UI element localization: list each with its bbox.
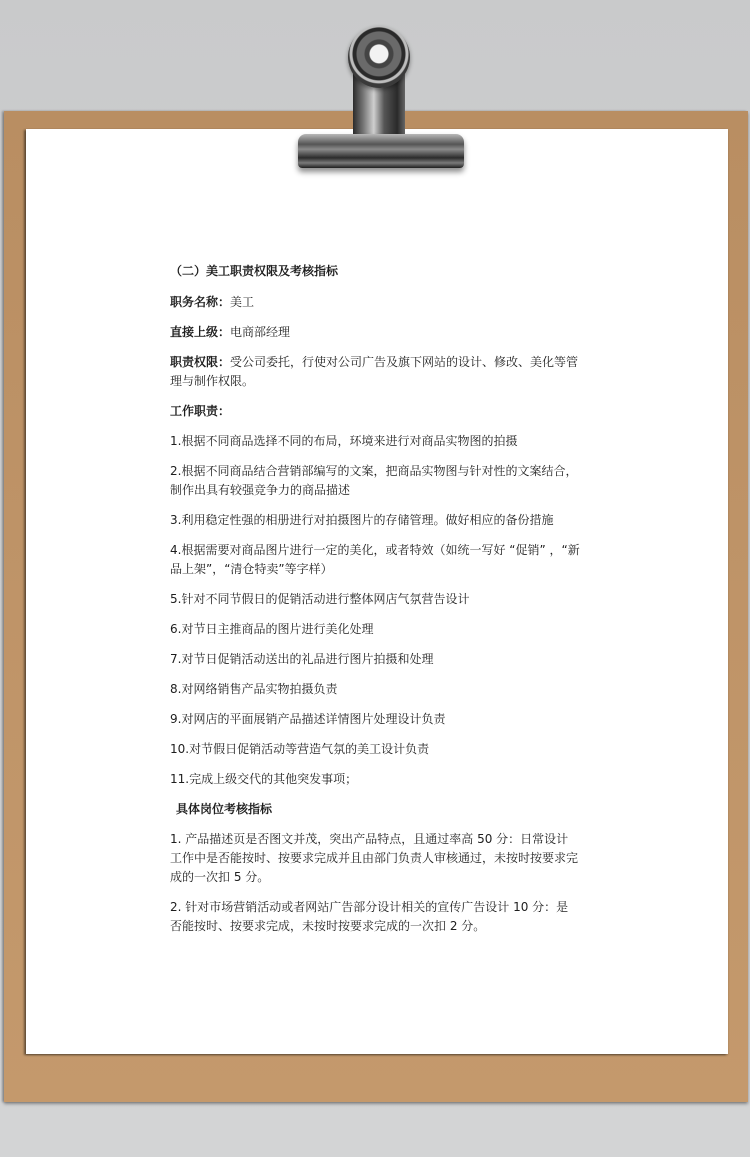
kpi-item: 2. 针对市场营销活动或者网站广告部分设计相关的宣传广告设计 10 分：是否能按时、按要求完成，未按时按要求完成的一次扣 2 分。 (170, 900, 569, 933)
binder-clip-icon (296, 22, 466, 172)
superior-label: 直接上级： (170, 325, 231, 339)
duty-item: 11.完成上级交代的其他突发事项； (170, 772, 358, 786)
duty-item: 3.利用稳定性强的相册进行对拍摄图片的存储管理。做好相应的备份措施 (170, 513, 554, 527)
duties-heading-text: 工作职责： (170, 404, 231, 418)
kpi-item: 1. 产品描述页是否图文并茂，突出产品特点，且通过率高 50 分：日常设计工作中是否能按时、按要求完成并且由部门负责人审核通过，未按时按要求完成的一次扣 5 分。 (170, 832, 579, 884)
document-body (170, 262, 580, 947)
duty-item: 5.针对不同节假日的促销活动进行整体网店气氛营告设计 (170, 592, 470, 606)
job-title-label: 职务名称： (170, 295, 231, 309)
duty-item: 9.对网店的平面展销产品描述详情图片处理设计负责 (170, 712, 446, 726)
clip-jaw (298, 134, 464, 168)
duty-item: 1.根据不同商品选择不同的布局，环境来进行对商品实物图的拍摄 (170, 434, 518, 448)
superior-value: 电商部经理 (230, 325, 291, 339)
duty-item: 8.对网络销售产品实物拍摄负责 (170, 682, 338, 696)
section-title: （二）美工职责权限及考核指标 (170, 264, 339, 278)
duty-item: 10.对节假日促销活动等营造气氛的美工设计负责 (170, 742, 430, 756)
authority-label: 职责权限： (170, 355, 231, 369)
authority-value: 受公司委托，行使对公司广告及旗下网站的设计、修改、美化等管理与制作权限。 (170, 355, 579, 388)
duty-item: 6.对节日主推商品的图片进行美化处理 (170, 622, 374, 636)
duties-heading (170, 402, 580, 421)
clip-ring (348, 26, 410, 88)
duty-item: 7.对节日促销活动送出的礼品进行图片拍摄和处理 (170, 652, 434, 666)
authority-line (170, 353, 580, 391)
job-title-line (170, 293, 580, 312)
duty-item: 4.根据需要对商品图片进行一定的美化，或者特效（如统一写好 “促销” ，“新品上架”，“清仓特卖”等字样） (170, 543, 580, 576)
duty-item: 2.根据不同商品结合营销部编写的文案，把商品实物图与针对性的文案结合，制作出具有较强竞争力的商品描述 (170, 464, 578, 497)
kpi-heading: 具体岗位考核指标 (176, 802, 273, 816)
superior-line (170, 323, 580, 342)
job-title-value: 美工 (230, 295, 255, 309)
